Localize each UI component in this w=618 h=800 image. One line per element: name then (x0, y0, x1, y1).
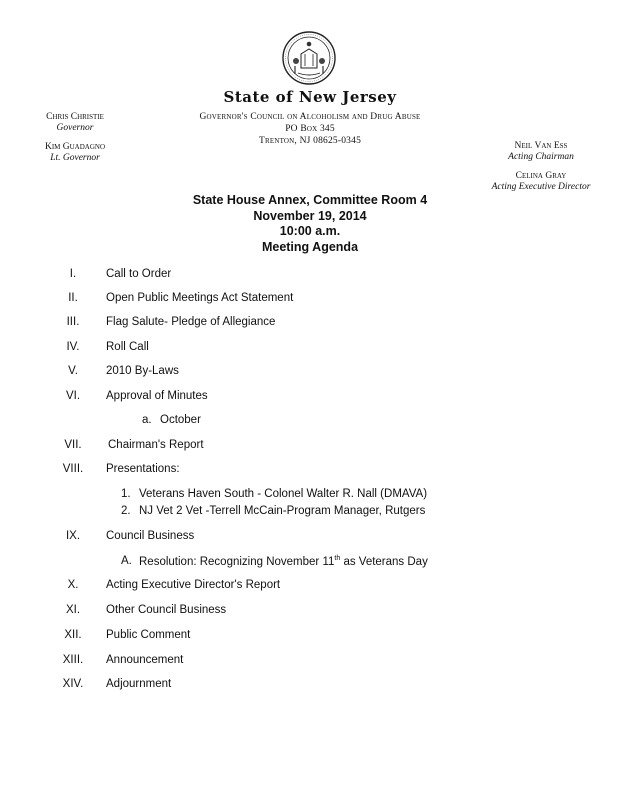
meeting-heading-block (150, 193, 470, 255)
meeting-heading: Meeting Agenda (261, 239, 359, 254)
official-governor (20, 112, 130, 134)
resolution-text (139, 555, 428, 568)
agenda-item-number: II. (68, 292, 78, 304)
council-name: Governor's Council on Alcoholism and Drug Abuse (199, 112, 421, 122)
official-name: Kim Guadagno (44, 142, 106, 152)
agenda-item-text: Adjournment (106, 678, 172, 690)
state-name: State of New Jersey (223, 88, 397, 106)
official-lt-governor (20, 142, 130, 164)
official-name: Neil Van Ess (514, 141, 568, 151)
agenda-item-number: IX. (65, 530, 81, 542)
agenda-item-number: VI. (65, 390, 81, 402)
agenda-item-number: XIV. (62, 678, 84, 690)
official-title: Lt. Governor (50, 153, 100, 163)
agenda-item-number: XIII. (62, 654, 84, 666)
state-seal-icon (281, 30, 337, 86)
presentation-text: NJ Vet 2 Vet -Terrell McCain-Program Manager, Rutgers (139, 505, 426, 517)
agenda-item-text: 2010 By-Laws (106, 365, 179, 377)
city-zip: Trenton, NJ 08625-0345 (258, 136, 362, 146)
presentation-number: 1. (121, 488, 131, 500)
agenda-item-number: IV. (66, 341, 80, 353)
agenda-item-text: Announcement (106, 654, 184, 666)
official-acting-chairman (476, 141, 606, 163)
agenda-item-text: Roll Call (106, 341, 149, 353)
right-officials (476, 141, 606, 201)
agenda-subitem-number: a. (142, 414, 152, 426)
resolution-text-after: as Veterans Day (340, 555, 428, 568)
meeting-date: November 19, 2014 (253, 208, 367, 223)
official-name: Chris Christie (46, 112, 104, 122)
agenda-item-text: Chairman's Report (108, 439, 204, 451)
official-name: Celina Gray (515, 171, 567, 181)
resolution-text-before: Resolution: Recognizing November 11 (139, 555, 335, 568)
agenda-item-text: Other Council Business (106, 604, 227, 616)
po-box: PO Box 345 (285, 124, 335, 134)
agenda-item-text: Presentations: (106, 463, 180, 475)
agenda-item-number: X. (67, 579, 79, 591)
agenda-item-number: V. (68, 365, 78, 377)
left-officials (20, 112, 130, 172)
agenda-item-text: Approval of Minutes (106, 390, 208, 402)
agenda-item-number: III. (66, 316, 80, 328)
meeting-time: 10:00 a.m. (279, 224, 341, 238)
agenda-subitem-text: October (160, 414, 201, 426)
agenda-item-text: Flag Salute- Pledge of Allegiance (106, 316, 276, 328)
agenda-item-number: VII. (64, 439, 82, 451)
agenda-item-text: Acting Executive Director's Report (106, 579, 281, 591)
agenda-item-text: Call to Order (106, 268, 172, 280)
agenda-item-number: VIII. (62, 463, 84, 475)
official-acting-director (476, 171, 606, 193)
official-title: Acting Chairman (508, 152, 574, 162)
official-title: Governor (56, 123, 94, 133)
agenda-item-text: Public Comment (106, 629, 191, 641)
agenda-item-text: Council Business (106, 530, 195, 542)
council-address-block (150, 111, 470, 147)
meeting-location: State House Annex, Committee Room 4 (192, 193, 428, 207)
agenda-item-number: I. (69, 268, 77, 280)
resolution-number: A. (121, 555, 132, 567)
agenda-item-text: Open Public Meetings Act Statement (106, 292, 294, 304)
official-title: Acting Executive Director (491, 182, 591, 192)
presentation-text: Veterans Haven South - Colonel Walter R. Nall (DMAVA) (139, 488, 428, 500)
agenda-item-number: XII. (64, 629, 82, 641)
resolution-superscript: th (334, 555, 341, 562)
agenda-item-number: XI. (65, 604, 81, 616)
presentation-number: 2. (121, 505, 131, 517)
